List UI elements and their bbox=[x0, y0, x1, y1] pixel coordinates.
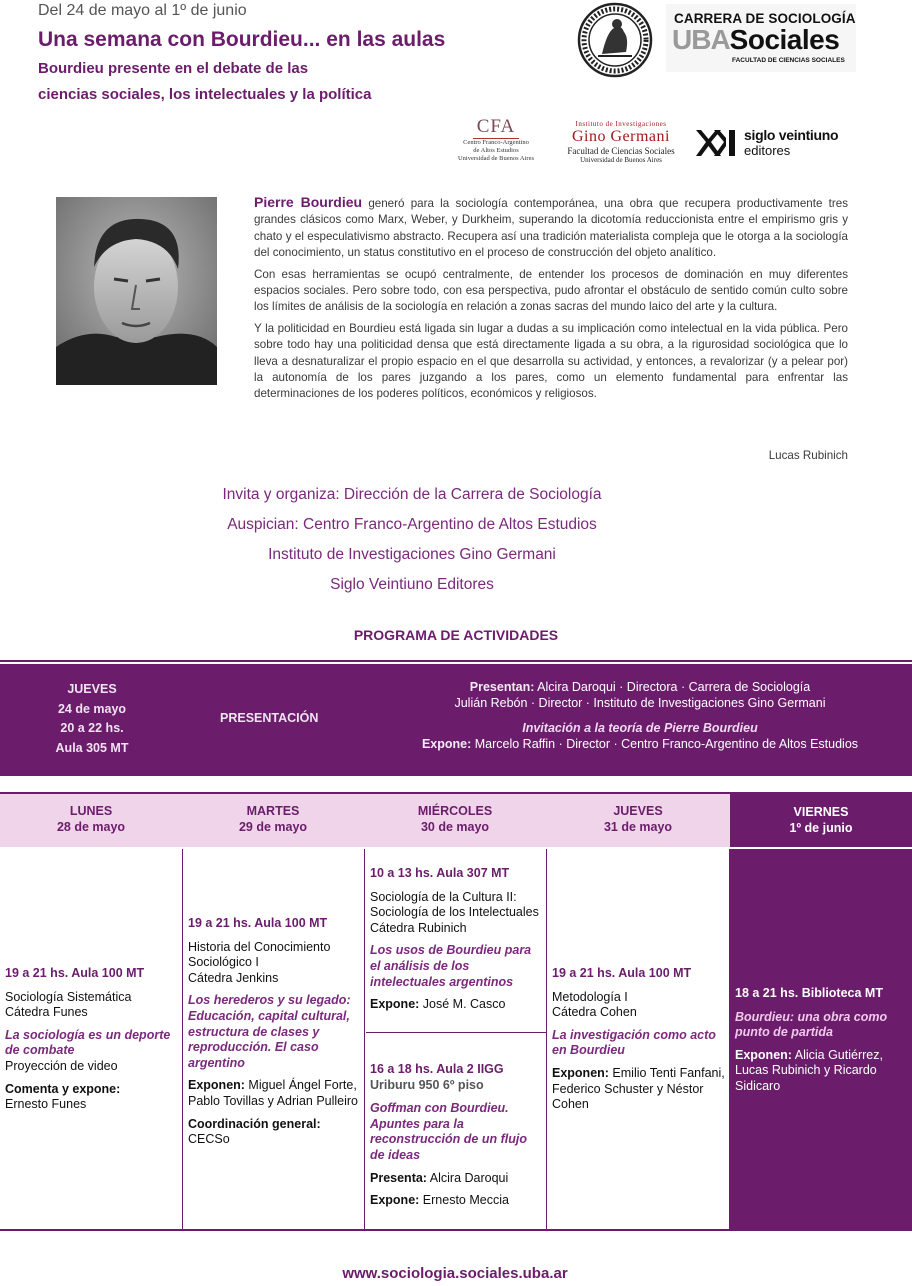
germani-line-3: Facultad de Ciencias Sociales bbox=[567, 146, 675, 156]
uba-seal-logo bbox=[574, 2, 656, 78]
siglo-name: siglo veintiuno bbox=[744, 127, 839, 143]
carrera-logo-title: CARRERA DE SOCIOLOGÍA bbox=[674, 11, 856, 26]
activity-course: Historia del Conocimiento Sociológico I bbox=[188, 939, 331, 970]
uba-sociales-wordmark bbox=[672, 25, 839, 55]
presentation-room: Aula 305 MT bbox=[55, 740, 129, 755]
role-names: Alcira Daroqui bbox=[426, 1170, 509, 1185]
activity-talk: La sociología es un deporte de combate bbox=[5, 1027, 171, 1058]
activity-role-1 bbox=[370, 1171, 542, 1187]
activity-hour: 19 a 21 hs. Aula 100 MT bbox=[552, 966, 692, 980]
presentation-talk-title: Invitación a la teoría de Pierre Bourdieu bbox=[522, 721, 758, 735]
day-header-martes bbox=[183, 803, 363, 835]
role-names: Emilio Tenti Fanfani, Federico Schuster y Néstor Cohen bbox=[552, 1065, 725, 1112]
activity-miercoles-morning bbox=[370, 866, 542, 1013]
presentation-details bbox=[380, 679, 900, 752]
role-names: Ernesto Meccia bbox=[419, 1193, 509, 1208]
sponsor-line-1: Invita y organiza: Dirección de la Carrera de Sociología bbox=[222, 486, 602, 503]
day-date: 1º de junio bbox=[789, 821, 853, 835]
activity-course: Sociología Sistemática bbox=[5, 989, 132, 1004]
sponsor-line-3: Instituto de Investigaciones Gino Germani bbox=[268, 546, 556, 563]
activity-viernes bbox=[735, 986, 907, 1095]
presentan-line-1 bbox=[380, 679, 900, 695]
cfa-logo bbox=[450, 116, 542, 170]
activity-catedra: Cátedra Cohen bbox=[552, 1005, 637, 1020]
day-name: MIÉRCOLES bbox=[417, 804, 493, 818]
subtitle-line-1: Bourdieu presente en el debate de las bbox=[38, 60, 309, 77]
activity-talk: Los herederos y su legado: Educación, capital cultural, estructura de clases y reproducción. El caso argentino bbox=[188, 993, 351, 1070]
activity-hour: 10 a 13 hs. Aula 307 MT bbox=[370, 866, 510, 880]
activity-catedra: Cátedra Rubinich bbox=[370, 920, 467, 935]
day-header-miercoles bbox=[365, 803, 545, 835]
siglo-editores: editores bbox=[744, 143, 791, 158]
activity-role bbox=[5, 1082, 177, 1098]
activity-talk: Bourdieu: una obra como punto de partida bbox=[735, 1009, 888, 1040]
activity-hour: 19 a 21 hs. Aula 100 MT bbox=[5, 966, 145, 980]
activity-jueves bbox=[552, 966, 726, 1113]
article-body bbox=[254, 194, 848, 408]
miercoles-divider bbox=[366, 1032, 546, 1033]
presentation-label: PRESENTACIÓN bbox=[220, 711, 319, 725]
activity-place: Uriburu 950 6º piso bbox=[370, 1077, 484, 1092]
program-title: PROGRAMA DE ACTIVIDADES bbox=[353, 627, 559, 643]
germani-line-4: Universidad de Buenos Aires bbox=[580, 156, 662, 164]
event-dates: Del 24 de mayo al 1º de junio bbox=[38, 2, 247, 19]
presentation-when bbox=[40, 680, 144, 758]
role-names: Miguel Ángel Forte, Pablo Tovillas y Adrian Pulleiro bbox=[188, 1078, 359, 1108]
expone-text: Marcelo Raffin · Director · Centro Franco-Argentino de Altos Estudios bbox=[471, 737, 859, 751]
siglo-veintiuno-logo bbox=[694, 126, 854, 162]
role-label: Exponen: bbox=[735, 1047, 792, 1062]
activity-extra: Proyección de video bbox=[5, 1058, 118, 1073]
coord-names: CECSo bbox=[188, 1132, 230, 1147]
presentation-day: JUEVES bbox=[67, 682, 117, 696]
presentan-label: Presentan: bbox=[469, 680, 535, 694]
activity-talk: La investigación como acto en Bourdieu bbox=[552, 1027, 716, 1058]
activity-role bbox=[370, 997, 542, 1013]
day-date: 29 de mayo bbox=[238, 820, 308, 834]
presentation-time: 20 a 22 hs. bbox=[60, 721, 124, 735]
role-label: Exponen: bbox=[552, 1065, 609, 1080]
article-author: Lucas Rubinich bbox=[768, 449, 848, 462]
role-label: Presenta: bbox=[370, 1170, 427, 1185]
activity-course: Metodología I bbox=[552, 989, 628, 1004]
footer-url-link[interactable]: www.sociologia.sociales.uba.ar bbox=[342, 1265, 568, 1282]
day-name: VIERNES bbox=[793, 805, 849, 819]
germani-line-1: Instituto de Investigaciones bbox=[575, 120, 667, 128]
presentation-expone-line bbox=[380, 736, 900, 752]
activity-hour: 19 a 21 hs. Aula 100 MT bbox=[188, 916, 328, 930]
presentan-1: Alcira Daroqui · Directora · Carrera de Sociología bbox=[534, 680, 811, 694]
day-header-jueves bbox=[548, 803, 728, 835]
article-paragraph-2: Con esas herramientas se ocupó centralmente, de entender los procesos de dominación en muy diferentes espacios sociales. Pero sobre todo, con esa perspectiva, pudo afrontar el obstáculo de sentido común culto sobre los límites de análisis de la sociología en relación a zonas sacras del mundo laico del arte y la cultura. bbox=[254, 267, 848, 314]
cfa-acronym: CFA bbox=[473, 116, 520, 139]
carrera-sociologia-logo bbox=[666, 4, 856, 72]
activity-catedra: Cátedra Funes bbox=[5, 1005, 88, 1020]
role-names: Alicia Gutiérrez, Lucas Rubinich y Ricardo Sidicaro bbox=[735, 1047, 883, 1093]
cfa-line-1: Centro Franco-Argentino bbox=[463, 139, 529, 146]
activity-role bbox=[552, 1066, 726, 1113]
germani-line-2: Gino Germani bbox=[572, 128, 670, 145]
role-label: Exponen: bbox=[188, 1078, 245, 1093]
xxi-mark-icon bbox=[694, 128, 738, 158]
expone-label: Expone: bbox=[421, 737, 472, 751]
activity-hour: 18 a 21 hs. Biblioteca MT bbox=[735, 986, 883, 1000]
activity-catedra: Cátedra Jenkins bbox=[188, 970, 279, 985]
gino-germani-logo bbox=[556, 120, 686, 170]
activity-role bbox=[188, 1078, 360, 1109]
sponsor-line-4: Siglo Veintiuno Editores bbox=[330, 576, 494, 593]
day-header-lunes bbox=[1, 803, 181, 835]
page-title: Una semana con Bourdieu... en las aulas bbox=[38, 28, 446, 51]
day-date: 28 de mayo bbox=[56, 820, 126, 834]
day-date: 31 de mayo bbox=[603, 820, 673, 834]
uba-wordmark: UBA bbox=[672, 24, 730, 55]
sociales-wordmark: Sociales bbox=[729, 24, 840, 55]
presentation-date: 24 de mayo bbox=[57, 701, 127, 716]
activity-coordination bbox=[188, 1117, 360, 1133]
role-label: Expone: bbox=[370, 997, 420, 1012]
article-paragraph-1 bbox=[254, 194, 848, 262]
role-names: José M. Casco bbox=[419, 997, 506, 1012]
day-date: 30 de mayo bbox=[420, 820, 490, 834]
day-name: LUNES bbox=[69, 804, 113, 818]
activity-miercoles-afternoon bbox=[370, 1062, 542, 1209]
subtitle-line-2: ciencias sociales, los intelectuales y la política bbox=[38, 86, 372, 103]
paragraph-1-text: generó para la sociología contemporánea, una obra que recupera productivamente tres grandes clásicos como Marx, Weber, y Durkheim, superando la dicotomía reduccionista entre el empirismo gris y chato y el especulativismo abstracto. Recupera así una tradición materialista compleja que le otorga a la sociología del conocimiento, un status constitutivo en el proceso de construcción del objeto analítico. bbox=[254, 197, 848, 260]
day-name: MARTES bbox=[246, 804, 300, 818]
coord-label: Coordinación general: bbox=[188, 1116, 321, 1131]
activity-talk: Los usos de Bourdieu para el análisis de los intelectuales argentinos bbox=[370, 943, 532, 989]
article-paragraph-3: Y la politicidad en Bourdieu está ligada sin lugar a dudas a su implicación como intelectual en la vida pública. Pero sobre todo hay una politicidad densa que está directamente ligada a su obra, a la rigurosidad sociológica que lo lleva a desnaturalizar el propio espacio en el que desarrolla su actividad, y entonces, a revalorizar (y a pelear por) la autonomía de los pares juzgando a los pares, como un elemento fundamental para enfrentar las determinaciones de los poderes políticos, económicos y religiosos. bbox=[254, 321, 848, 401]
activity-hour: 16 a 18 hs. Aula 2 IIGG bbox=[370, 1062, 504, 1076]
cfa-line-2: de Altos Estudios bbox=[473, 147, 519, 154]
day-name: JUEVES bbox=[613, 804, 663, 818]
activity-role bbox=[735, 1048, 907, 1095]
cfa-line-3: Universidad de Buenos Aires bbox=[457, 155, 534, 162]
presentan-line-2: Julián Rebón · Director · Instituto de Investigaciones Gino Germani bbox=[454, 696, 826, 710]
role-names: Ernesto Funes bbox=[5, 1097, 87, 1112]
facultad-label: FACULTAD DE CIENCIAS SOCIALES bbox=[732, 57, 845, 64]
sponsor-line-2: Auspician: Centro Franco-Argentino de Altos Estudios bbox=[227, 516, 597, 533]
activity-talk: Goffman con Bourdieu. Apuntes para la reconstrucción de un flujo de ideas bbox=[370, 1101, 527, 1162]
activity-role-2 bbox=[370, 1193, 542, 1209]
role-label: Comenta y expone: bbox=[5, 1081, 121, 1096]
bourdieu-portrait bbox=[56, 197, 217, 385]
role-label: Expone: bbox=[370, 1193, 420, 1208]
day-header-viernes bbox=[730, 794, 912, 847]
activity-martes bbox=[188, 916, 360, 1148]
activity-lunes bbox=[5, 966, 177, 1113]
activity-course: Sociología de la Cultura II: Sociología de los Intelectuales bbox=[370, 889, 539, 920]
bourdieu-name: Pierre Bourdieu bbox=[254, 194, 363, 210]
